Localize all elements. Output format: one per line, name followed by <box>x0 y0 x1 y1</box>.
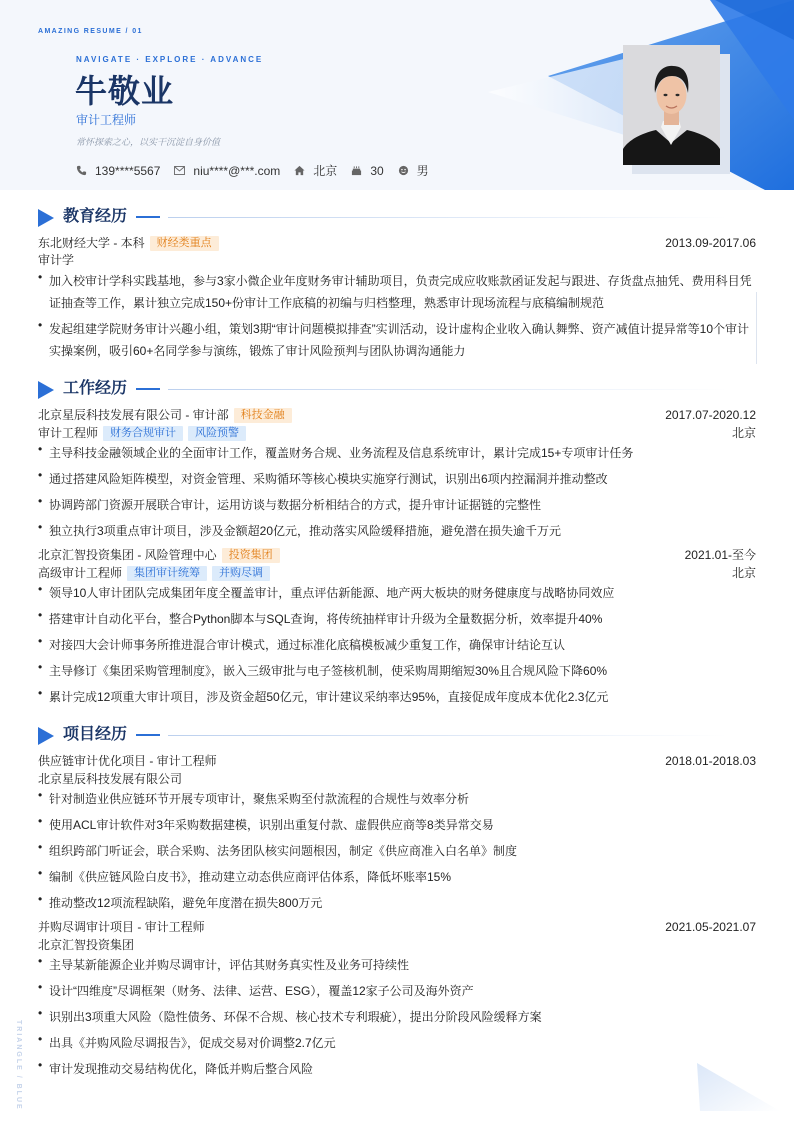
section-triangle-icon <box>38 209 54 227</box>
work-company-row <box>38 546 756 564</box>
list-item: • 领导10人审计团队完成集团年度全覆盖审计，重点评估新能源、地产两大板块的财务健康度与战略协同效应 <box>38 582 615 600</box>
resume-header <box>0 0 794 190</box>
section-triangle-icon <box>38 727 54 745</box>
contact-age <box>351 164 383 178</box>
work-company: 北京星辰科技发展有限公司 - 审计部 <box>38 408 229 422</box>
list-item: • 协调跨部门资源开展联合审计，运用访谈与数据分析相结合的方式，提升审计证据链的完整性 <box>38 494 542 512</box>
project-name-row <box>38 918 756 936</box>
work-title: 高级审计工程师 <box>38 566 123 580</box>
candidate-role: 审计工程师 <box>76 113 137 127</box>
section-work-header <box>38 378 756 400</box>
work-tag: 集团审计统筹 <box>127 566 207 581</box>
section-projects-header <box>38 724 756 746</box>
section-accent-line <box>136 216 160 218</box>
project-date: 2018.01-2018.03 <box>665 754 756 768</box>
section-divider <box>168 389 728 390</box>
list-item: • 累计完成12项重大审计项目，涉及资金超50亿元，审计建议采纳率达95%，直接促成年度成本优化2.3亿元 <box>38 686 609 704</box>
work-location: 北京 <box>731 566 756 580</box>
section-education-header <box>38 206 756 228</box>
side-watermark-text: TRIANGLE / BLUE <box>15 1020 22 1111</box>
work-title: 审计工程师 <box>38 426 99 440</box>
work-date: 2021.01-至今 <box>684 548 756 562</box>
contact-gender <box>398 162 429 179</box>
contact-city-value: 北京 <box>313 164 338 178</box>
project-name: 供应链审计优化项目 - 审计工程师 <box>38 754 217 768</box>
work-date: 2017.07-2020.12 <box>665 408 756 422</box>
contact-city <box>294 162 337 179</box>
section-divider <box>168 735 728 736</box>
phone-icon <box>76 165 87 176</box>
contact-age-value: 30 <box>370 163 384 178</box>
project-name-row <box>38 752 756 770</box>
home-icon <box>294 165 305 176</box>
project-date: 2021.05-2021.07 <box>665 920 756 934</box>
avatar-portrait <box>623 45 720 165</box>
section-accent-line <box>136 388 160 390</box>
work-tag: 风险预警 <box>188 426 246 441</box>
list-item: • 主导修订《集团采购管理制度》，嵌入三级审批与电子签核机制，使采购周期缩短30%且合规风险下降60% <box>38 660 608 678</box>
candidate-slogan: 常怀探索之心，以实干沉淀自身价值 <box>76 137 221 147</box>
list-item: • 搭建审计自动化平台，整合Python脚本与SQL查询，将传统抽样审计升级为全量数据分析，效率提升40% <box>38 608 603 626</box>
education-major: 审计学 <box>38 253 75 267</box>
section-title: 项目经历 <box>63 726 128 743</box>
section-title: 教育经历 <box>63 208 128 225</box>
education-badge: 财经类重点 <box>150 236 219 251</box>
education-school-row <box>38 234 756 252</box>
project-org: 北京星辰科技发展有限公司 <box>38 772 183 786</box>
list-item: • 识别出3项重大风险（隐性债务、环保不合规、核心技术专利瑕疵），提出分阶段风险缓释方案 <box>38 1006 542 1024</box>
project-org-row <box>38 936 756 954</box>
contact-phone <box>76 164 160 178</box>
list-item: • 审计发现推动交易结构优化，降低并购后整合风险 <box>38 1058 314 1076</box>
contact-email <box>174 164 280 178</box>
work-location: 北京 <box>731 426 756 440</box>
list-item: • 编制《供应链风险白皮书》，推动建立动态供应商评估体系，降低坏账率15% <box>38 866 452 884</box>
project-org-row <box>38 770 756 788</box>
list-item: • 对接四大会计师事务所推进混合审计模式，通过标准化底稿模板减少重复工作，确保审计结论互认 <box>38 634 566 652</box>
work-tag: 并购尽调 <box>212 566 270 581</box>
cake-icon <box>351 165 362 176</box>
list-item: • 使用ACL审计软件对3年采购数据建模，识别出重复付款、虚假供应商等8类异常交易 <box>38 814 494 832</box>
list-item: • 主导某新能源企业并购尽调审计，评估其财务真实性及业务可持续性 <box>38 954 410 972</box>
section-divider <box>168 217 728 218</box>
candidate-name: 牛敬业 <box>75 73 175 109</box>
work-title-row <box>38 564 756 582</box>
list-item: • 通过搭建风险矩阵模型，对资金管理、采购循环等核心模块实施穿行测试，识别出6项内控漏洞并推动整改 <box>38 468 608 486</box>
list-item: • 推动整改12项流程缺陷，避免年度潜在损失800万元 <box>38 892 323 910</box>
list-item: • 针对制造业供应链环节开展专项审计，聚焦采购至付款流程的合规性与效率分析 <box>38 788 470 806</box>
contact-email-value: niu****@***.com <box>193 163 281 178</box>
section-triangle-icon <box>38 381 54 399</box>
list-item: • 加入校审计学科实践基地，参与3家小微企业年度财务审计辅助项目，负责完成应收账款函证发起与跟进、存货盘点抽凭、费用科目凭证抽查等工作，累计独立完成150+份审计工作底稿的初编与归档整理，熟悉审计现场流程与底稿编制规范 <box>38 270 752 310</box>
list-item: • 设计“四维度”尽调框架（财务、法律、运营、ESG），覆盖12家子公司及海外资产 <box>38 980 474 998</box>
list-item: • 主导科技金融领域企业的全面审计工作，覆盖财务合规、业务流程及信息系统审计，累计完成15+专项审计任务 <box>38 442 634 460</box>
work-company-row <box>38 406 756 424</box>
project-org: 北京汇智投资集团 <box>38 938 135 952</box>
education-side-line <box>756 292 757 364</box>
resume-tag: AMAZING RESUME / 01 <box>38 28 143 35</box>
list-item: • 组织跨部门听证会，联合采购、法务团队核实问题根因，制定《供应商准入白名单》制度 <box>38 840 518 858</box>
avatar <box>623 45 720 165</box>
section-title: 工作经历 <box>63 380 128 397</box>
work-badge: 科技金融 <box>234 408 292 423</box>
contact-phone-value: 139****5567 <box>95 163 161 178</box>
mail-icon <box>174 166 185 175</box>
list-item: • 独立执行3项重点审计项目，涉及金额超20亿元，推动落实风险缓释措施，避免潜在损失逾千万元 <box>38 520 562 538</box>
contact-list <box>76 162 443 179</box>
list-item: • 发起组建学院财务审计兴趣小组，策划3期“审计问题模拟排查”实训活动，设计虚构企业收入确认舞弊、资产减值计提异常等10个审计实操案例，吸引60+名同学参与演练，锻炼了审计风险预判与团队协调沟通能力 <box>38 318 750 358</box>
education-major-row <box>38 251 756 269</box>
work-tag: 财务合规审计 <box>103 426 183 441</box>
motto-english: NAVIGATE · EXPLORE · ADVANCE <box>76 55 264 64</box>
work-company: 北京汇智投资集团 - 风险管理中心 <box>38 548 217 562</box>
gender-icon <box>398 165 409 176</box>
work-badge: 投资集团 <box>222 548 280 563</box>
contact-gender-value: 男 <box>416 164 429 178</box>
list-item: • 出具《并购风险尽调报告》，促成交易对价调整2.7亿元 <box>38 1032 336 1050</box>
education-school: 东北财经大学 - 本科 <box>38 236 145 250</box>
work-title-row <box>38 424 756 442</box>
section-accent-line <box>136 734 160 736</box>
education-date: 2013.09-2017.06 <box>665 236 756 250</box>
project-name: 并购尽调审计项目 - 审计工程师 <box>38 920 205 934</box>
